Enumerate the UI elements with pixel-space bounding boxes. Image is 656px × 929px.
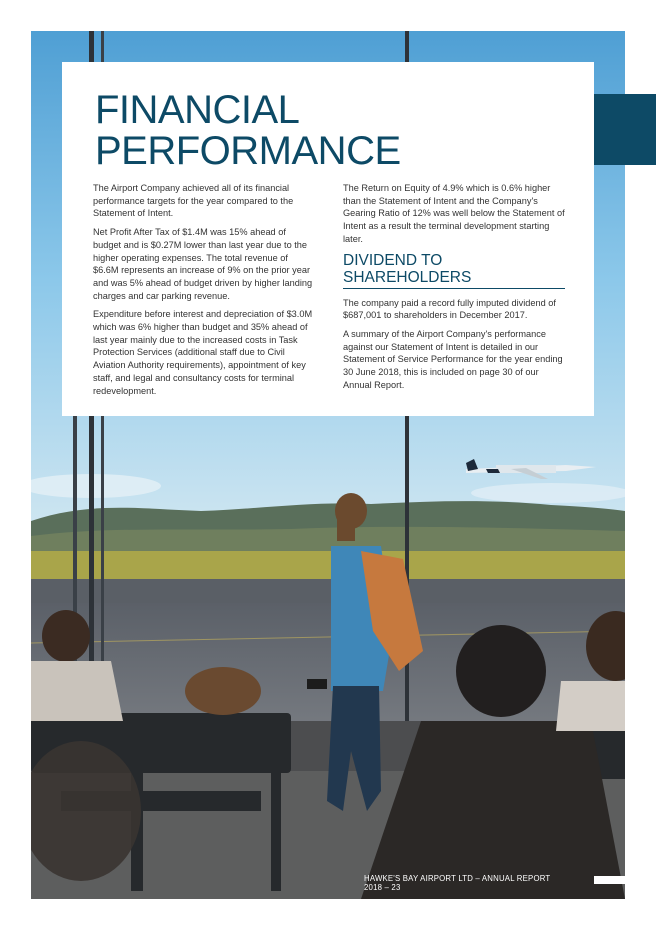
paragraph: The Airport Company achieved all of its financial performance targets for the year compared to the Statement of Intent.: [93, 183, 294, 219]
left-column: [93, 182, 315, 403]
paragraph: Expenditure before interest and depreciation of $3.0M which was 6% higher than budget and 35% ahead of last year mainly due to the increased costs in Task Protection Services (additional staff due to Civil Aviation Authority requirements), appointment of key staff, and legal and consultancy costs for terminal redevelopment.: [93, 309, 313, 396]
paragraph: The Return on Equity of 4.9% which is 0.6% higher than the Statement of Intent and the Company's Gearing Ratio of 12% was well below the Statement of Intent as a result the terminal development starting later.: [343, 183, 565, 244]
title-line-2: PERFORMANCE: [95, 129, 401, 173]
accent-block: [594, 94, 656, 165]
right-column: [343, 182, 565, 397]
page-footer: HAWKE'S BAY AIRPORT LTD – ANNUAL REPORT 2018 – 23: [364, 874, 551, 892]
grass-field: [31, 551, 625, 579]
footer-bar: [594, 876, 626, 884]
paragraph: The company paid a record fully imputed dividend of $687,001 to shareholders in December 2017.: [343, 297, 556, 321]
content-card: [62, 62, 594, 416]
paragraph: Net Profit After Tax of $1.4M was 15% ahead of budget and is $0.27M lower than last year due to the higher operating expenses. The total revenue of $6.6M represents an increase of 9% on the prior year and was 5% ahead of budget driven by higher landing charges and car parking revenue.: [93, 227, 313, 301]
title-line-1: FINANCIAL: [95, 88, 300, 132]
dividend-heading: DIVIDEND TO SHAREHOLDERS: [343, 252, 565, 289]
runway: [31, 579, 625, 603]
paragraph: A summary of the Airport Company's performance against our Statement of Intent is detailed in our Statement of Service Performance for the year ending 30 June 2018, this is included on page 30 of our Annual Report.: [343, 328, 563, 390]
page-title: [95, 88, 401, 173]
